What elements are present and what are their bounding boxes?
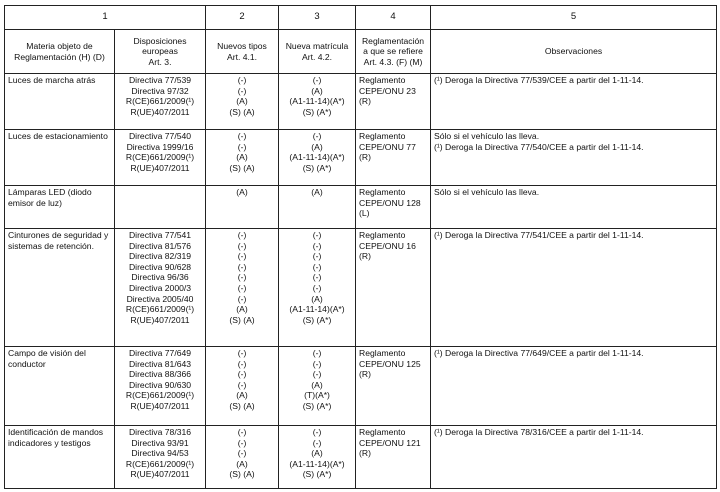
cell-line: (A) — [236, 304, 248, 315]
cell-line: Directiva 96/36 — [131, 272, 189, 283]
cell-line: emisor de luz) — [8, 197, 62, 208]
cell-line: R(UE)407/2011 — [130, 106, 190, 117]
column-number-5: 5 — [431, 6, 717, 30]
cell-line: conductor — [8, 358, 46, 369]
cell-line: (S) (A) — [229, 469, 255, 480]
materia-cell — [5, 426, 115, 489]
cell-line: (-) — [237, 427, 247, 437]
cell-line: (A) — [311, 379, 323, 390]
cell-line: Luces de marcha atrás — [8, 75, 96, 85]
cell-line: (R) — [359, 369, 371, 380]
cell-line: R(CE)661/2009(¹) — [125, 96, 195, 107]
cell-line: (-) — [237, 141, 247, 152]
cell-line: (-) — [312, 251, 322, 262]
cell-line: (-) — [312, 261, 322, 272]
cell-line: (A1-11-14)(A*) — [289, 96, 345, 107]
table-row — [5, 130, 717, 186]
cell-line: (A) — [236, 96, 248, 107]
reglamentacion-cell — [356, 130, 431, 186]
cell-line: (A) — [311, 141, 323, 152]
cell-line: CEPE/ONU 23 — [359, 85, 416, 96]
cell-line: (T)(A*) — [304, 390, 330, 401]
nuevos-tipos-cell — [206, 130, 279, 186]
reglamentacion-cell — [356, 347, 431, 426]
header-line: Art. 4.1. — [226, 51, 258, 62]
column-number-4: 4 — [356, 6, 431, 30]
cell-line: (A1-11-14)(A*) — [289, 304, 345, 315]
header-observaciones — [431, 30, 717, 74]
nueva-matricula-cell — [279, 347, 356, 426]
cell-line: (-) — [312, 272, 322, 283]
cell-line: Directiva 90/628 — [128, 261, 192, 272]
table-row — [5, 186, 717, 229]
cell-line: (-) — [237, 261, 247, 272]
header-disposiciones — [115, 30, 206, 74]
table-row — [5, 426, 717, 489]
cell-line: sistemas de retención. — [8, 240, 94, 251]
cell-line: (-) — [312, 131, 322, 141]
disposiciones-cell — [115, 229, 206, 347]
cell-line: R(UE)407/2011 — [130, 162, 190, 173]
cell-line: Directiva 77/540 — [128, 131, 192, 141]
cell-line: R(UE)407/2011 — [130, 469, 190, 480]
cell-line: (S) (A*) — [302, 106, 332, 117]
observaciones-cell — [431, 74, 717, 130]
cell-line: (A1-11-14)(A*) — [289, 152, 345, 163]
cell-line: (-) — [237, 131, 247, 141]
cell-line: Reglamento — [359, 187, 406, 197]
cell-line: (R) — [359, 251, 371, 262]
cell-line: Directiva 1999/16 — [126, 141, 194, 152]
cell-line: (-) — [237, 437, 247, 448]
cell-line: (S) (A) — [229, 314, 255, 325]
cell-line: Directiva 81/576 — [128, 240, 192, 251]
cell-line: (-) — [237, 448, 247, 459]
column-number-1: 1 — [5, 6, 206, 30]
nuevos-tipos-cell — [206, 426, 279, 489]
cell-line: Reglamento — [359, 75, 406, 85]
nueva-matricula-cell — [279, 186, 356, 229]
cell-line: (A) — [236, 390, 248, 401]
cell-line: Directiva 88/366 — [128, 369, 192, 380]
cell-line: Reglamento — [359, 230, 406, 240]
header-line: Nueva matrícula — [285, 40, 349, 51]
cell-line: CEPE/ONU 125 — [359, 358, 421, 369]
cell-line: (-) — [237, 251, 247, 262]
cell-line: Directiva 97/32 — [131, 85, 189, 96]
cell-line: Directiva 77/649 — [128, 348, 192, 358]
cell-line: (-) — [237, 358, 247, 369]
cell-line: (L) — [359, 208, 370, 219]
cell-line: (S) (A*) — [302, 469, 332, 480]
cell-line: (S) (A*) — [302, 162, 332, 173]
cell-line: (A) — [311, 187, 323, 197]
cell-line: Directiva 2005/40 — [126, 293, 194, 304]
observaciones-cell — [431, 186, 717, 229]
cell-line: (¹) Deroga la Directiva 78/316/CEE a partir del 1-11-14. — [434, 427, 644, 437]
cell-line: (-) — [237, 282, 247, 293]
reglamentacion-cell — [356, 426, 431, 489]
materia-cell — [5, 229, 115, 347]
header-line: Art. 4.2. — [301, 51, 333, 62]
cell-line: CEPE/ONU 77 — [359, 141, 416, 152]
cell-line: (¹) Deroga la Directiva 77/649/CEE a partir del 1-11-14. — [434, 348, 644, 358]
cell-line: Sólo si el vehículo las lleva. — [434, 131, 540, 141]
cell-line: (-) — [312, 282, 322, 293]
cell-line: Directiva 2000/3 — [128, 282, 192, 293]
cell-line: (¹) Deroga la Directiva 77/541/CEE a partir del 1-11-14. — [434, 230, 644, 240]
header-line: a que se refiere — [363, 46, 423, 57]
cell-line: (S) (A) — [229, 106, 255, 117]
cell-line: Directiva 81/643 — [128, 358, 192, 369]
observaciones-cell — [431, 426, 717, 489]
cell-line: (A) — [311, 85, 323, 96]
header-row — [5, 30, 717, 74]
cell-line: CEPE/ONU 16 — [359, 240, 416, 251]
header-line: Reglamentación (H) (D) — [14, 51, 105, 62]
cell-line: (-) — [237, 379, 247, 390]
cell-line: Campo de visión del — [8, 348, 86, 358]
header-materia — [5, 30, 115, 74]
cell-line: Reglamento — [359, 348, 406, 358]
header-line: Art. 4.3. (F) (M) — [363, 56, 423, 67]
header-line: europeas — [142, 46, 178, 57]
cell-line: (R) — [359, 448, 371, 459]
reglamentacion-cell — [356, 229, 431, 347]
cell-line: R(UE)407/2011 — [130, 314, 190, 325]
cell-line: Directiva 78/316 — [128, 427, 192, 437]
cell-line: (-) — [312, 427, 322, 437]
cell-line: (A1-11-14)(A*) — [289, 458, 345, 469]
cell-line: (A) — [236, 152, 248, 163]
materia-cell — [5, 74, 115, 130]
regulation-table — [4, 5, 717, 489]
nuevos-tipos-cell — [206, 74, 279, 130]
cell-line: CEPE/ONU 121 — [359, 437, 421, 448]
cell-line: Reglamento — [359, 427, 406, 437]
cell-line: (A) — [236, 458, 248, 469]
table-row — [5, 347, 717, 426]
cell-line: Directiva 93/91 — [131, 437, 189, 448]
nueva-matricula-cell — [279, 426, 356, 489]
observaciones-cell — [431, 130, 717, 186]
header-nueva-matricula — [279, 30, 356, 74]
header-line: Materia objeto de — [26, 40, 93, 51]
disposiciones-cell — [115, 130, 206, 186]
column-number-2: 2 — [206, 6, 279, 30]
cell-line: (-) — [312, 348, 322, 358]
cell-line: Cinturones de seguridad y — [8, 230, 109, 240]
cell-line: (R) — [359, 96, 371, 107]
cell-line: (-) — [312, 75, 322, 85]
cell-line: (A) — [236, 187, 248, 197]
header-nuevos-tipos — [206, 30, 279, 74]
cell-line: (-) — [237, 85, 247, 96]
cell-line: Directiva 82/319 — [128, 251, 192, 262]
cell-line: (-) — [237, 272, 247, 283]
column-number-row — [5, 6, 717, 30]
cell-line: Sólo si el vehículo las lleva. — [434, 187, 540, 197]
cell-line: (S) (A*) — [302, 400, 332, 411]
cell-line: (A) — [311, 293, 323, 304]
observaciones-cell — [431, 229, 717, 347]
cell-line: CEPE/ONU 128 — [359, 197, 421, 208]
cell-line: Reglamento — [359, 131, 406, 141]
cell-line: (-) — [237, 230, 247, 240]
header-reglamentacion — [356, 30, 431, 74]
nuevos-tipos-cell — [206, 229, 279, 347]
cell-line: Identificación de mandos — [8, 427, 104, 437]
cell-line: (-) — [312, 369, 322, 380]
cell-line: (¹) Deroga la Directiva 77/540/CEE a partir del 1-11-14. — [434, 141, 644, 152]
cell-line: (S) (A*) — [302, 314, 332, 325]
nueva-matricula-cell — [279, 229, 356, 347]
cell-line: (-) — [312, 358, 322, 369]
header-line: Nuevos tipos — [217, 40, 267, 51]
header-line: Reglamentación — [361, 35, 425, 46]
header-line: Disposiciones — [133, 35, 187, 46]
cell-line: (¹) Deroga la Directiva 77/539/CEE a partir del 1-11-14. — [434, 75, 644, 85]
cell-line: (-) — [237, 293, 247, 304]
nueva-matricula-cell — [279, 74, 356, 130]
cell-line: R(UE)407/2011 — [130, 400, 190, 411]
cell-line: R(CE)661/2009(¹) — [125, 458, 195, 469]
nuevos-tipos-cell — [206, 347, 279, 426]
disposiciones-cell — [115, 186, 206, 229]
table-row — [5, 74, 717, 130]
cell-line: (S) (A) — [229, 162, 255, 173]
disposiciones-cell — [115, 426, 206, 489]
cell-line: (-) — [312, 230, 322, 240]
cell-line: Lámparas LED (diodo — [8, 187, 92, 197]
cell-line: (-) — [237, 348, 247, 358]
cell-line: R(CE)661/2009(¹) — [125, 304, 195, 315]
column-number-3: 3 — [279, 6, 356, 30]
cell-line: Directiva 77/539 — [128, 75, 192, 85]
cell-line: Directiva 94/53 — [131, 448, 189, 459]
materia-cell — [5, 186, 115, 229]
table-row — [5, 229, 717, 347]
reglamentacion-cell — [356, 74, 431, 130]
cell-line: (-) — [237, 240, 247, 251]
materia-cell — [5, 130, 115, 186]
cell-line: indicadores y testigos — [8, 437, 91, 448]
cell-line: (-) — [312, 240, 322, 251]
header-line: Observaciones — [544, 46, 603, 57]
cell-line: R(CE)661/2009(¹) — [125, 152, 195, 163]
materia-cell — [5, 347, 115, 426]
observaciones-cell — [431, 347, 717, 426]
cell-line: (-) — [312, 437, 322, 448]
reglamentacion-cell — [356, 186, 431, 229]
cell-line: (-) — [237, 369, 247, 380]
cell-line: Directiva 77/541 — [128, 230, 192, 240]
cell-line: (R) — [359, 152, 371, 163]
cell-line: (S) (A) — [229, 400, 255, 411]
disposiciones-cell — [115, 347, 206, 426]
cell-line: (-) — [237, 75, 247, 85]
disposiciones-cell — [115, 74, 206, 130]
nueva-matricula-cell — [279, 130, 356, 186]
cell-line: Directiva 90/630 — [128, 379, 192, 390]
header-line: Art. 3. — [148, 56, 172, 67]
cell-line: (A) — [311, 448, 323, 459]
cell-line: R(CE)661/2009(¹) — [125, 390, 195, 401]
nuevos-tipos-cell — [206, 186, 279, 229]
cell-line: Luces de estacionamiento — [8, 131, 108, 141]
